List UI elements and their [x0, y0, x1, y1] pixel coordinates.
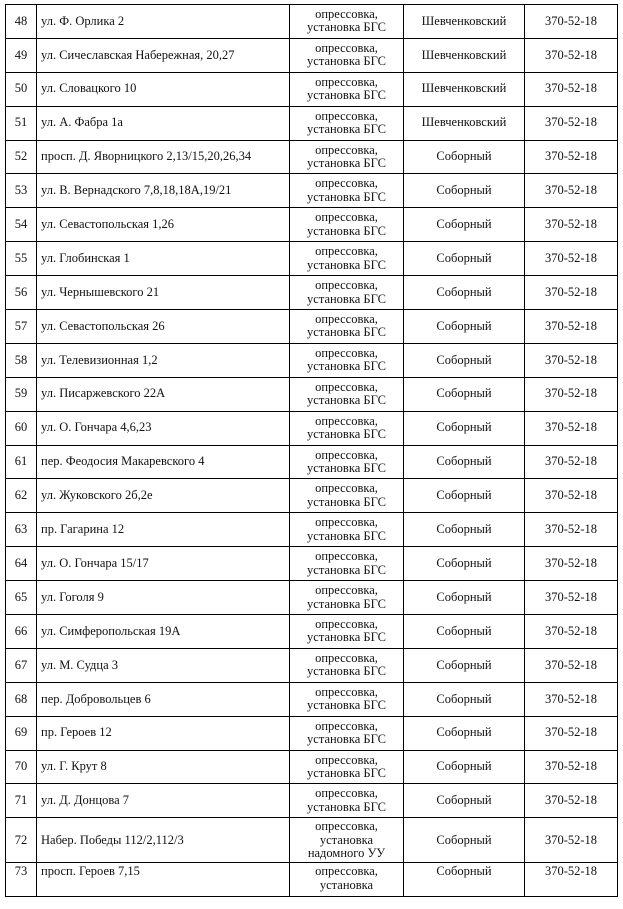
address-cell: ул. Симферопольская 19А — [37, 615, 290, 649]
address-cell: ул. Севастопольская 1,26 — [37, 208, 290, 242]
work-type-line: опрессовка, — [315, 616, 378, 631]
row-number: 72 — [6, 818, 37, 863]
table-row — [6, 38, 618, 72]
work-type-cell — [290, 38, 404, 72]
work-type-line: установка БГС — [307, 156, 386, 170]
row-number: 57 — [6, 310, 37, 344]
table-row — [6, 682, 618, 716]
work-type-cell — [290, 5, 404, 39]
row-number: 52 — [6, 140, 37, 174]
table-row — [6, 750, 618, 784]
row-number: 70 — [6, 750, 37, 784]
work-type-line: установка БГС — [307, 54, 386, 69]
work-type-cell — [290, 411, 404, 445]
row-number: 48 — [6, 5, 37, 39]
table-row — [6, 615, 618, 649]
row-number: 73 — [6, 863, 37, 897]
district-cell: Соборный — [404, 547, 525, 581]
address-cell: ул. Севастопольская 26 — [37, 310, 290, 344]
work-type-line: установка БГС — [307, 528, 386, 543]
work-type-line: опрессовка, — [315, 210, 378, 225]
work-type-line: установка БГС — [307, 562, 386, 577]
district-cell: Соборный — [404, 208, 525, 242]
phone-cell: 370-52-18 — [525, 682, 618, 716]
work-type-line: установка БГС — [307, 732, 386, 747]
table-row — [6, 818, 618, 863]
district-cell: Шевченковский — [404, 106, 525, 140]
row-number: 58 — [6, 343, 37, 377]
work-type-line: установка БГС — [307, 494, 386, 509]
table-row — [6, 242, 618, 276]
work-type-line: установка БГС — [307, 291, 386, 306]
phone-cell: 370-52-18 — [525, 106, 618, 140]
phone-cell: 370-52-18 — [525, 547, 618, 581]
work-type-line: установка БГС — [307, 20, 386, 35]
address-cell: ул. Д. Донцова 7 — [37, 784, 290, 818]
work-type-cell — [290, 479, 404, 513]
row-number: 51 — [6, 106, 37, 140]
work-type-cell — [290, 310, 404, 344]
row-number: 55 — [6, 242, 37, 276]
work-type-cell — [290, 818, 404, 863]
district-cell: Соборный — [404, 276, 525, 310]
phone-cell: 370-52-18 — [525, 174, 618, 208]
row-number: 50 — [6, 72, 37, 106]
phone-cell: 370-52-18 — [525, 343, 618, 377]
work-type-line: установка БГС — [307, 393, 386, 408]
district-cell: Соборный — [404, 818, 525, 863]
table-row — [6, 411, 618, 445]
address-table-page — [5, 4, 618, 897]
work-type-line: опрессовка, — [315, 413, 378, 428]
district-cell: Соборный — [404, 445, 525, 479]
table-row — [6, 106, 618, 140]
district-cell: Соборный — [404, 377, 525, 411]
phone-cell: 370-52-18 — [525, 784, 618, 818]
table-row — [6, 208, 618, 242]
work-type-line: установка БГС — [307, 461, 386, 476]
work-type-cell — [290, 208, 404, 242]
work-type-line: опрессовка, — [315, 244, 378, 259]
row-number: 64 — [6, 547, 37, 581]
work-type-line: опрессовка, — [315, 752, 378, 767]
address-cell: ул. О. Гончара 4,6,23 — [37, 411, 290, 445]
work-type-cell — [290, 343, 404, 377]
address-cell: ул. Гоголя 9 — [37, 581, 290, 615]
address-cell: ул. М. Судца 3 — [37, 648, 290, 682]
district-cell: Соборный — [404, 310, 525, 344]
work-type-line: надомного УУ — [307, 846, 386, 861]
table-body — [6, 5, 618, 897]
table-row — [6, 863, 618, 897]
work-type-line: опрессовка, — [315, 786, 378, 801]
work-type-cell — [290, 615, 404, 649]
work-type-line: установка БГС — [307, 766, 386, 781]
work-type-line: установка БГС — [307, 189, 386, 204]
district-cell: Соборный — [404, 411, 525, 445]
address-cell: пр. Героев 12 — [37, 716, 290, 750]
district-cell: Соборный — [404, 784, 525, 818]
row-number: 54 — [6, 208, 37, 242]
row-number: 61 — [6, 445, 37, 479]
work-type-cell — [290, 863, 404, 897]
district-cell: Соборный — [404, 648, 525, 682]
address-cell: пер. Феодосия Макаревского 4 — [37, 445, 290, 479]
work-type-line: установка БГС — [307, 427, 386, 442]
address-cell: ул. Писаржевского 22А — [37, 377, 290, 411]
work-type-cell — [290, 547, 404, 581]
work-type-cell — [290, 716, 404, 750]
work-type-line: установка БГС — [307, 257, 386, 272]
row-number: 59 — [6, 377, 37, 411]
work-type-line: установка БГС — [307, 596, 386, 611]
work-type-line: опрессовка, — [315, 684, 378, 699]
table-row — [6, 276, 618, 310]
work-type-line: установка — [319, 877, 374, 892]
table-row — [6, 72, 618, 106]
district-cell: Шевченковский — [404, 72, 525, 106]
table-row — [6, 140, 618, 174]
work-type-line: опрессовка, — [315, 176, 378, 191]
table-row — [6, 784, 618, 818]
phone-cell: 370-52-18 — [525, 72, 618, 106]
district-cell: Соборный — [404, 174, 525, 208]
district-cell: Соборный — [404, 615, 525, 649]
district-cell: Шевченковский — [404, 5, 525, 39]
row-number: 63 — [6, 513, 37, 547]
row-number: 56 — [6, 276, 37, 310]
address-cell: пер. Добровольцев 6 — [37, 682, 290, 716]
address-cell: ул. Ф. Орлика 2 — [37, 5, 290, 39]
district-cell: Соборный — [404, 343, 525, 377]
address-cell: ул. Словацкого 10 — [37, 72, 290, 106]
row-number: 69 — [6, 716, 37, 750]
table-row — [6, 5, 618, 39]
phone-cell: 370-52-18 — [525, 242, 618, 276]
work-type-line: опрессовка, — [315, 108, 378, 123]
work-type-line: опрессовка, — [315, 345, 378, 360]
table-row — [6, 513, 618, 547]
district-cell: Соборный — [404, 242, 525, 276]
table-row — [6, 716, 618, 750]
phone-cell: 370-52-18 — [525, 276, 618, 310]
address-cell: ул. О. Гончара 15/17 — [37, 547, 290, 581]
district-cell: Шевченковский — [404, 38, 525, 72]
work-type-line: установка БГС — [307, 122, 386, 137]
address-cell: ул. Телевизионная 1,2 — [37, 343, 290, 377]
address-cell: просп. Д. Яворницкого 2,13/15,20,26,34 — [37, 140, 290, 174]
table-row — [6, 445, 618, 479]
work-type-line: опрессовка, — [315, 515, 378, 530]
work-type-line: опрессовка, — [315, 142, 378, 157]
address-cell: ул. А. Фабра 1а — [37, 106, 290, 140]
work-type-line: опрессовка, — [315, 583, 378, 598]
row-number: 62 — [6, 479, 37, 513]
row-number: 67 — [6, 648, 37, 682]
phone-cell: 370-52-18 — [525, 310, 618, 344]
work-type-line: опрессовка, — [315, 278, 378, 293]
district-cell: Соборный — [404, 581, 525, 615]
address-cell: ул. Жуковского 2б,2е — [37, 479, 290, 513]
work-type-cell — [290, 784, 404, 818]
phone-cell: 370-52-18 — [525, 648, 618, 682]
work-type-line: опрессовка, — [315, 311, 378, 326]
work-type-line: опрессовка, — [315, 481, 378, 496]
row-number: 68 — [6, 682, 37, 716]
work-type-cell — [290, 682, 404, 716]
phone-cell: 370-52-18 — [525, 5, 618, 39]
row-number: 65 — [6, 581, 37, 615]
phone-cell: 370-52-18 — [525, 615, 618, 649]
phone-cell: 370-52-18 — [525, 818, 618, 863]
phone-cell: 370-52-18 — [525, 38, 618, 72]
address-cell: просп. Героев 7,15 — [37, 863, 290, 897]
work-type-cell — [290, 72, 404, 106]
work-type-line: опрессовка, — [315, 650, 378, 665]
work-type-line: опрессовка, — [315, 40, 378, 55]
district-cell: Соборный — [404, 682, 525, 716]
address-table — [5, 4, 618, 897]
row-number: 71 — [6, 784, 37, 818]
phone-cell: 370-52-18 — [525, 863, 618, 897]
table-row — [6, 343, 618, 377]
work-type-line: установка — [319, 832, 374, 847]
work-type-cell — [290, 276, 404, 310]
work-type-line: опрессовка, — [315, 74, 378, 89]
work-type-line: опрессовка, — [315, 447, 378, 462]
work-type-cell — [290, 513, 404, 547]
work-type-line: опрессовка, — [315, 549, 378, 564]
work-type-cell — [290, 106, 404, 140]
work-type-line: опрессовка, — [315, 819, 378, 834]
address-cell: ул. Глобинская 1 — [37, 242, 290, 276]
district-cell: Соборный — [404, 479, 525, 513]
table-row — [6, 648, 618, 682]
work-type-line: опрессовка, — [315, 6, 378, 21]
phone-cell: 370-52-18 — [525, 479, 618, 513]
work-type-cell — [290, 581, 404, 615]
work-type-cell — [290, 648, 404, 682]
phone-cell: 370-52-18 — [525, 208, 618, 242]
work-type-line: установка БГС — [307, 359, 386, 374]
row-number: 53 — [6, 174, 37, 208]
work-type-line: установка БГС — [307, 664, 386, 679]
phone-cell: 370-52-18 — [525, 513, 618, 547]
work-type-cell — [290, 445, 404, 479]
district-cell: Соборный — [404, 863, 525, 897]
work-type-cell — [290, 242, 404, 276]
table-row — [6, 479, 618, 513]
row-number: 66 — [6, 615, 37, 649]
work-type-cell — [290, 377, 404, 411]
table-row — [6, 547, 618, 581]
table-row — [6, 581, 618, 615]
work-type-cell — [290, 140, 404, 174]
address-cell: ул. Г. Крут 8 — [37, 750, 290, 784]
row-number: 49 — [6, 38, 37, 72]
address-cell: ул. В. Вернадского 7,8,18,18А,19/21 — [37, 174, 290, 208]
work-type-cell — [290, 750, 404, 784]
address-cell: пр. Гагарина 12 — [37, 513, 290, 547]
phone-cell: 370-52-18 — [525, 750, 618, 784]
work-type-line: опрессовка, — [315, 718, 378, 733]
address-cell: Набер. Победы 112/2,112/3 — [37, 818, 290, 863]
phone-cell: 370-52-18 — [525, 581, 618, 615]
phone-cell: 370-52-18 — [525, 140, 618, 174]
work-type-line: опрессовка, — [315, 864, 378, 879]
row-number: 60 — [6, 411, 37, 445]
district-cell: Соборный — [404, 140, 525, 174]
table-row — [6, 174, 618, 208]
phone-cell: 370-52-18 — [525, 716, 618, 750]
work-type-line: установка БГС — [307, 223, 386, 238]
phone-cell: 370-52-18 — [525, 445, 618, 479]
table-row — [6, 377, 618, 411]
district-cell: Соборный — [404, 716, 525, 750]
work-type-line: установка БГС — [307, 630, 386, 645]
work-type-line: установка БГС — [307, 799, 386, 814]
district-cell: Соборный — [404, 513, 525, 547]
work-type-cell — [290, 174, 404, 208]
work-type-line: установка БГС — [307, 325, 386, 340]
table-row — [6, 310, 618, 344]
work-type-line: опрессовка, — [315, 379, 378, 394]
address-cell: ул. Сичеславская Набережная, 20,27 — [37, 38, 290, 72]
address-cell: ул. Чернышевского 21 — [37, 276, 290, 310]
district-cell: Соборный — [404, 750, 525, 784]
work-type-line: установка БГС — [307, 698, 386, 713]
work-type-line: установка БГС — [307, 88, 386, 103]
phone-cell: 370-52-18 — [525, 377, 618, 411]
phone-cell: 370-52-18 — [525, 411, 618, 445]
